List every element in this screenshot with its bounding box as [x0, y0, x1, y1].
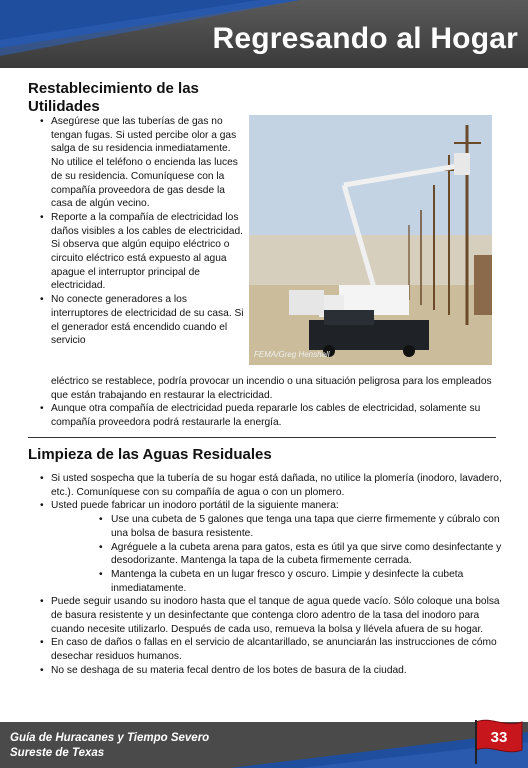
utilities-list [38, 115, 244, 348]
section-divider [28, 437, 496, 438]
page-title: Regresando al Hogar [212, 22, 518, 55]
sublist-item: • Mantenga la cubeta en un lugar fresco y oscuro. Limpie y desinfecte la cubeta inmediatamente. [87, 568, 502, 595]
utility-repair-photo [249, 115, 492, 365]
page-footer [0, 722, 528, 768]
footer-region: Sureste de Texas [10, 747, 105, 759]
list-item: • No conecte generadores a los interruptores de electricidad de su casa. Si el generador está encendido cuando el servicio [38, 293, 244, 348]
list-item: • En caso de daños o fallas en el servicio de alcantarillado, se anunciarán las instrucciones de cómo desechar residuos humanos. [38, 636, 502, 663]
footer-text [10, 731, 209, 761]
page-number: 33 [490, 729, 508, 746]
list-item: • Puede seguir usando su inodoro hasta que el tanque de agua quede vacío. Sólo coloque una bolsa de basura resistente y un desinfectante que contenga cloro adentro de la tasa del inodoro para cuando necesite utilizarlo. Después de cada uso, remueva la bolsa y llévela afuera de su hogar. [38, 595, 502, 636]
list-item: • Si usted sospecha que la tubería de su hogar está dañada, no utilice la plomería (inodoro, lavadero, etc.). Comuníquese con su compañía de agua o con un plomero. [38, 472, 502, 499]
photo-credit: FEMA/Greg Henshall [254, 350, 330, 359]
page-header [0, 0, 528, 68]
sublist-item: • Agréguele a la cubeta arena para gatos, esta es útil ya que sirve como desinfectante y desodorizante. Mantenga la tapa de la cubeta firmemente cerrada. [87, 541, 502, 568]
list-item [38, 499, 502, 595]
footer-guide-title: Guía de Huracanes y Tiempo Severo [10, 732, 210, 744]
utilities-list-wide [38, 402, 497, 429]
list-item-text: Usted puede fabricar un inodoro portátil de la siguiente manera: [51, 500, 339, 512]
list-item: • Aunque otra compañía de electricidad pueda repararle los cables de electricidad, solamente su compañía proveedora podrá restaurarle la energía. [38, 402, 497, 429]
list-item: • Reporte a la compañía de electricidad los daños visibles a los cables de electricidad. Si observa que algún equipo eléctrico o circuito eléctrico está expuesto al agua apague el interruptor principal de electricidad. [38, 211, 244, 293]
list-item-continuation: eléctrico se restablece, podría provocar un incendio o una situación peligrosa para los empleados que están trabajando en restaurar la electricidad. [51, 376, 492, 401]
section-title-wastewater: Limpieza de las Aguas Residuales [28, 446, 272, 463]
portable-toilet-sublist [51, 513, 502, 595]
sublist-item: • Use una cubeta de 5 galones que tenga una tapa que cierre firmemente y cúbralo con una bolsa de basura resistente. [87, 513, 502, 540]
section-title-utilities: Restablecimiento de las Utilidades [28, 80, 199, 115]
list-item: • Asegúrese que las tuberías de gas no tengan fugas. Si usted percibe olor a gas salga de su residencia inmediatamente. No utilice el teléfono o encienda las luces de su residencia. Comuníquese con la compañía proveedora de gas desde la casa de algún vecino. [38, 115, 244, 211]
list-item: • No se deshaga de su materia fecal dentro de los botes de basura de la ciudad. [38, 664, 502, 678]
wastewater-list [38, 472, 502, 678]
